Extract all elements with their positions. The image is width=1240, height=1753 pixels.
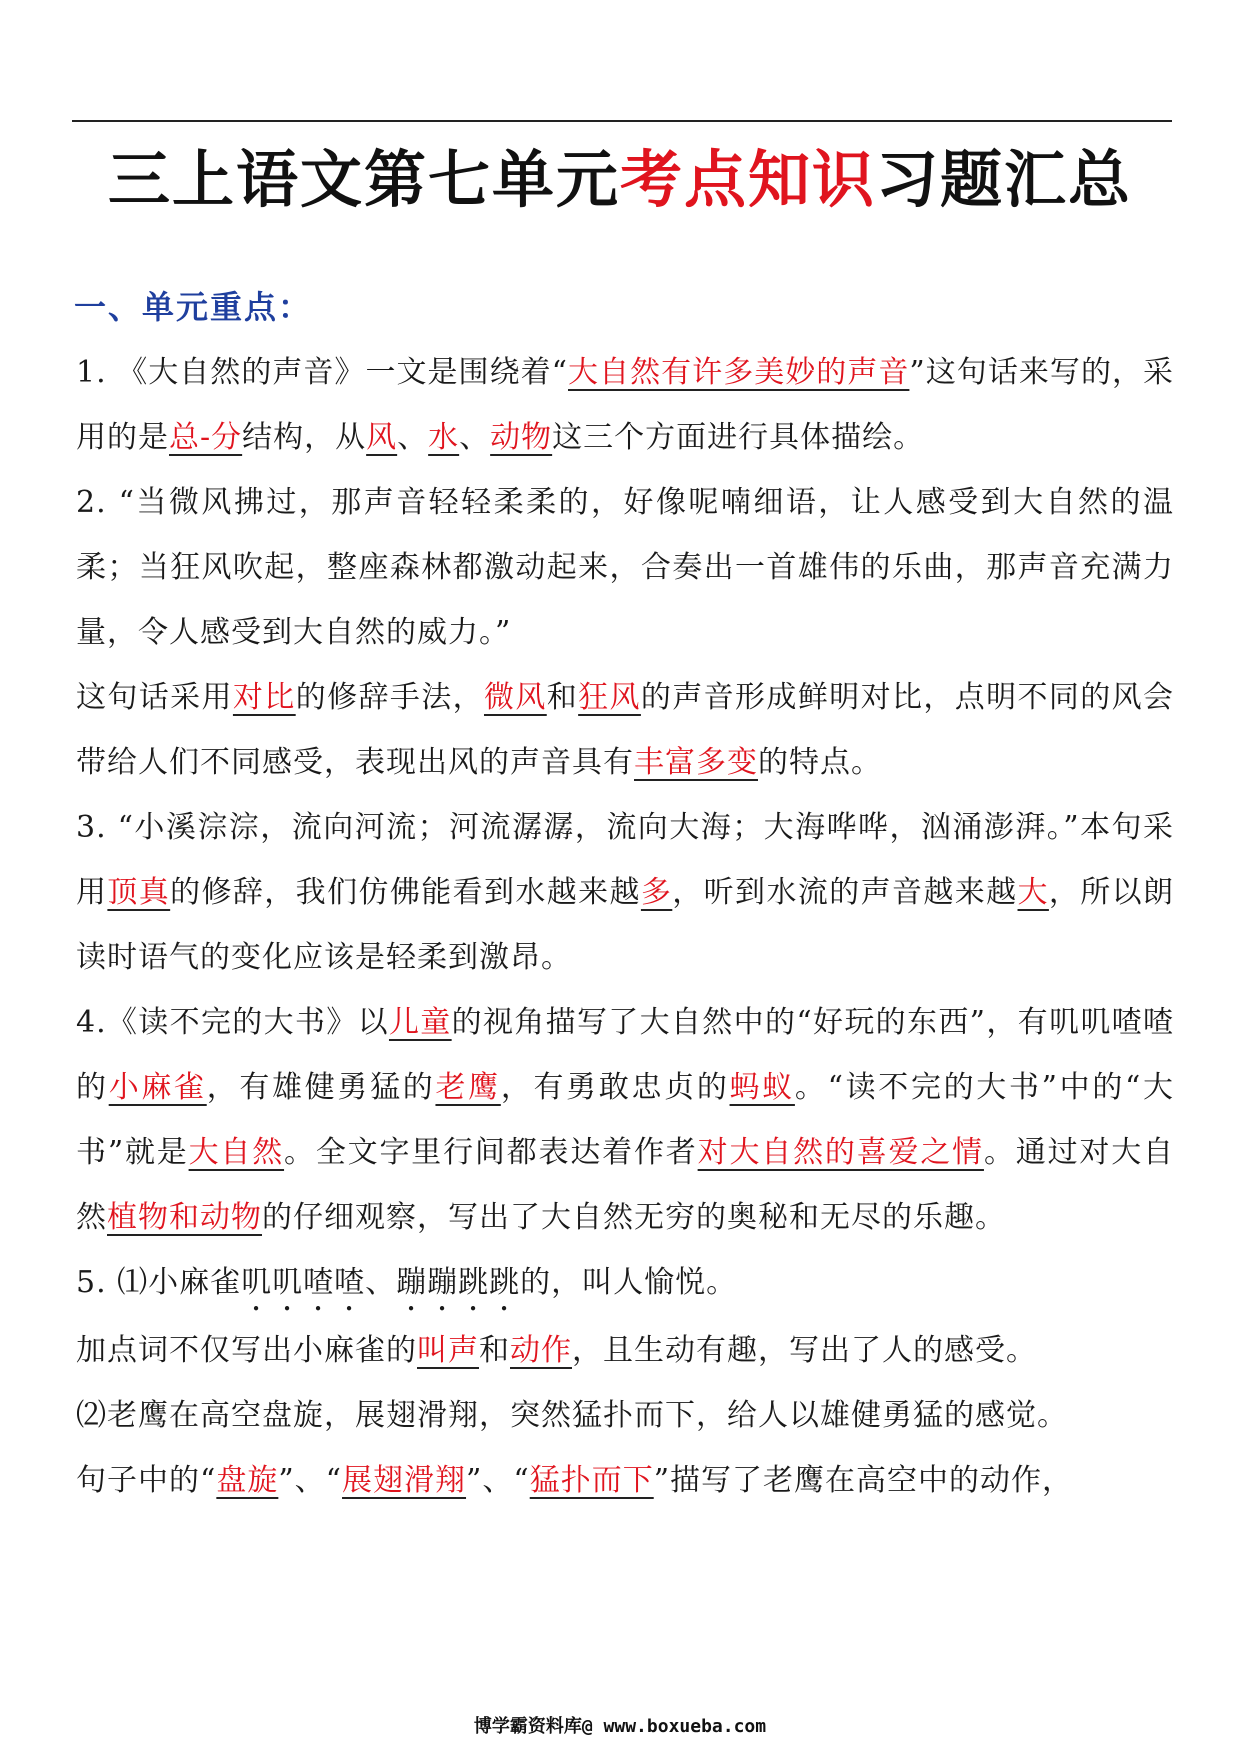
answer: 水 — [428, 420, 460, 455]
section-heading: 一、单元重点： — [74, 288, 313, 326]
text: 结构，从 — [242, 420, 367, 455]
answer: 动物 — [490, 420, 553, 455]
answer: 大 — [1017, 875, 1049, 910]
answer: 猛扑而下 — [529, 1463, 654, 1498]
answer: 盘旋 — [216, 1463, 279, 1498]
answer: 展翅滑翔 — [342, 1463, 467, 1498]
text: 、 — [459, 420, 491, 455]
answer: 总-分 — [169, 420, 243, 455]
text: 、 — [365, 1265, 397, 1300]
text: 和 — [546, 680, 579, 715]
answer: 对大自然的喜爱之情 — [697, 1135, 984, 1170]
text: 、 — [397, 420, 429, 455]
text: 和 — [479, 1333, 510, 1368]
text: 加点词不仅写出小麻雀的 — [76, 1333, 417, 1368]
title-part-2: 习题汇总 — [876, 143, 1133, 216]
item-5-sentence-2: ⑵老鹰在高空盘旋，展翅滑翔，突然猛扑而下，给人以雄健勇猛的感觉。 — [76, 1398, 1068, 1433]
title-highlight: 考点知识 — [619, 143, 876, 216]
text: 4.《读不完的大书》以 — [76, 1005, 389, 1040]
footer-watermark: 博学霸资料库@ www.boxueba.com — [473, 1716, 767, 1737]
text: ”、“ — [466, 1463, 530, 1498]
text: 。“读不完的大书”中的“大书”就是 — [76, 1070, 1175, 1170]
dotted-word: 蹦蹦跳跳 — [396, 1265, 521, 1300]
text: ，且生动有趣，写出了人的感受。 — [572, 1333, 1037, 1368]
answer: 叫声 — [417, 1333, 479, 1368]
text: 1. 《大自然的声音》一文是围绕着“ — [76, 355, 568, 390]
item-1 — [76, 340, 1174, 470]
answer: 风 — [366, 420, 398, 455]
item-4 — [76, 990, 1174, 1250]
dotted-word: 叽叽喳喳 — [241, 1265, 366, 1300]
answer: 对比 — [232, 680, 296, 715]
text: 5. ⑴小麻雀 — [76, 1265, 242, 1300]
title-part-1: 三上语文第七单元 — [107, 143, 620, 216]
text: 的视角描写了大自然中的“好玩的东西”，有叽叽喳喳的 — [76, 1005, 1174, 1105]
answer: 大自然有许多美妙的声音 — [568, 355, 910, 390]
answer: 多 — [640, 875, 673, 910]
text: ”这句话来写的，采用的是 — [76, 355, 1175, 455]
text: ”描写了老鹰在高空中的动作， — [653, 1463, 1074, 1498]
text: 的修辞，我们仿佛能看到水越来越 — [170, 875, 641, 910]
item-2-analysis — [76, 665, 1174, 795]
answer: 动作 — [510, 1333, 572, 1368]
item-5-sentence-1 — [76, 1250, 1174, 1318]
text: ，有勇敢忠贞的 — [500, 1070, 730, 1105]
answer: 儿童 — [388, 1005, 452, 1040]
page-title — [0, 140, 1240, 220]
text: 。通过对大自然 — [76, 1135, 1175, 1235]
text: 的修辞手法， — [295, 680, 484, 715]
text: 的，叫人愉悦。 — [520, 1265, 738, 1300]
text: ”、“ — [278, 1463, 343, 1498]
answer: 老鹰 — [435, 1070, 501, 1105]
answer: 狂风 — [578, 680, 641, 715]
answer: 丰富多变 — [634, 745, 758, 780]
answer: 顶真 — [107, 875, 171, 910]
answer: 微风 — [483, 680, 547, 715]
text: 的声音形成鲜明对比，点明不同的风会带给人们不同感受，表现出风的声音具有 — [76, 680, 1175, 780]
text: ，有雄健勇猛的 — [206, 1070, 436, 1105]
text: 句子中的“ — [76, 1463, 217, 1498]
answer: 植物和动物 — [107, 1200, 262, 1235]
top-divider — [72, 120, 1172, 122]
item-2-quote: 2. “当微风拂过，那声音轻轻柔柔的，好像呢喃细语，让人感受到大自然的温柔；当狂风吹起，整座森林都激动起来，合奏出一首雄伟的乐曲，那声音充满力量，令人感受到大自然的威力。” — [76, 485, 1174, 650]
text: 3. “小溪淙淙，流向河流；河流潺潺，流向大海；大海哗哗，汹涌澎湃。”本句采用 — [76, 810, 1174, 910]
text: 。全文字里行间都表达着作者 — [284, 1135, 698, 1170]
item-5-analysis-1 — [76, 1318, 1174, 1383]
text: 这句话采用 — [76, 680, 233, 715]
text: ，听到水流的声音越来越 — [672, 875, 1018, 910]
text: ，所以朗读时语气的变化应该是轻柔到激昂。 — [76, 875, 1175, 975]
text: 的仔细观察，写出了大自然无穷的奥秘和无尽的乐趣。 — [262, 1200, 1006, 1235]
text: 这三个方面进行具体描绘。 — [552, 420, 925, 455]
item-5-analysis-2 — [76, 1448, 1174, 1513]
answer: 大自然 — [188, 1135, 285, 1170]
answer: 蚂蚁 — [729, 1070, 795, 1105]
text: 的特点。 — [758, 745, 882, 780]
answer: 小麻雀 — [108, 1070, 207, 1105]
item-3 — [76, 795, 1174, 990]
document-body — [76, 340, 1174, 1513]
